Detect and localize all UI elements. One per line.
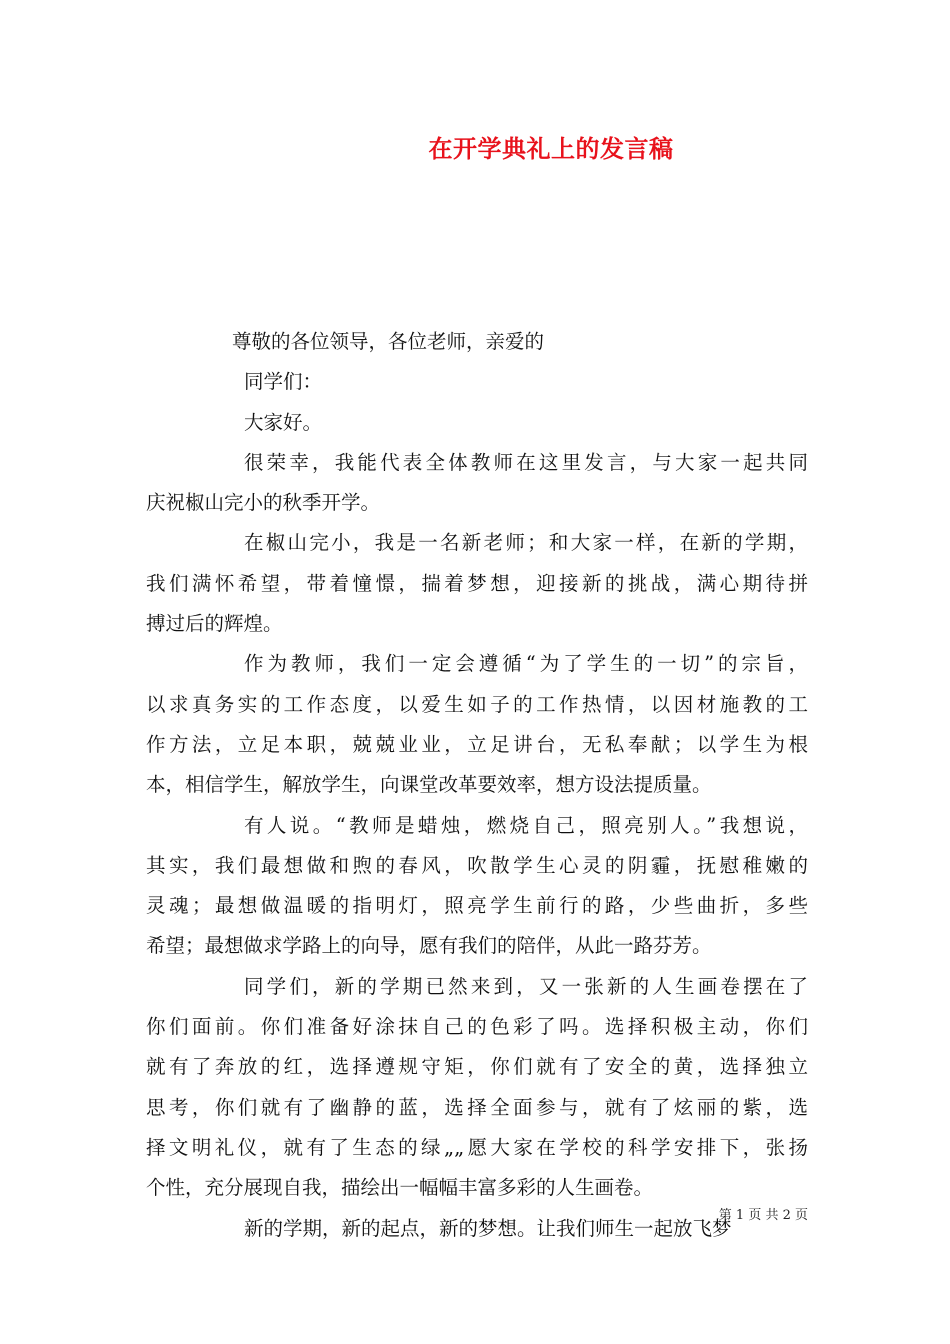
paragraph-3-line-3: 作方法，立足本职，兢兢业业，立足讲台，无私奉献；以学生为根 [146,732,808,756]
page-number-footer: 第 1 页 共 2 页 [718,1208,808,1223]
document-body [146,322,808,1249]
paragraph-5-line-4: 思考，你们就有了幽静的蓝，选择全面参与，就有了炫丽的紫，选 [146,1095,808,1119]
paragraph-1-line-1: 很荣幸，我能代表全体教师在这里发言，与大家一起共同 [244,450,808,474]
paragraph-3-line-4: 本，相信学生，解放学生，向课堂改革要效率，想方设法提质量。 [146,773,712,797]
salutation-line-1: 尊敬的各位领导，各位老师，亲爱的 [232,330,545,353]
paragraph-5-line-1: 同学们，新的学期已然来到，又一张新的人生画卷摆在了 [244,974,808,998]
paragraph-3-line-2: 以求真务实的工作态度，以爱生如子的工作热情，以因材施教的工 [146,692,808,716]
paragraph-1-line-2: 庆祝椒山完小的秋季开学。 [146,491,381,515]
greeting-line: 大家好。 [244,410,323,434]
paragraph-4-line-1: 有人说。“教师是蜡烛，燃烧自己，照亮别人。”我想说， [244,813,808,837]
paragraph-6-line-1: 新的学期，新的起点，新的梦想。让我们师生一起放飞梦 [244,1216,732,1240]
paragraph-5-line-5: 择文明礼仪，就有了生态的绿„„愿大家在学校的科学安排下，张扬 [146,1135,808,1159]
salutation-line-2: 同学们： [244,370,323,394]
paragraph-4-line-2: 其实，我们最想做和煦的春风，吹散学生心灵的阴霾，抚慰稚嫩的 [146,853,808,877]
document-title: 在开学典礼上的发言稿 [428,134,674,163]
paragraph-5-line-2: 你们面前。你们准备好涂抹自己的色彩了吗。选择积极主动，你们 [146,1015,808,1039]
paragraph-2-line-2: 我们满怀希望，带着憧憬，揣着梦想，迎接新的挑战，满心期待拼 [146,571,808,595]
paragraph-4-line-3: 灵魂；最想做温暖的指明灯，照亮学生前行的路，少些曲折，多些 [146,894,808,918]
paragraph-4-line-4: 希望；最想做求学路上的向导，愿有我们的陪伴，从此一路芬芳。 [146,934,712,958]
paragraph-5-line-6: 个性，充分展现自我，描绘出一幅幅丰富多彩的人生画卷。 [146,1176,654,1200]
paragraph-5-line-3: 就有了奔放的红，选择遵规守矩，你们就有了安全的黄，选择独立 [146,1055,808,1079]
paragraph-2-line-3: 搏过后的辉煌。 [146,612,283,636]
paragraph-3-line-1: 作为教师，我们一定会遵循“为了学生的一切”的宗旨， [244,652,808,676]
paragraph-2-line-1: 在椒山完小，我是一名新老师；和大家一样，在新的学期， [244,531,808,555]
